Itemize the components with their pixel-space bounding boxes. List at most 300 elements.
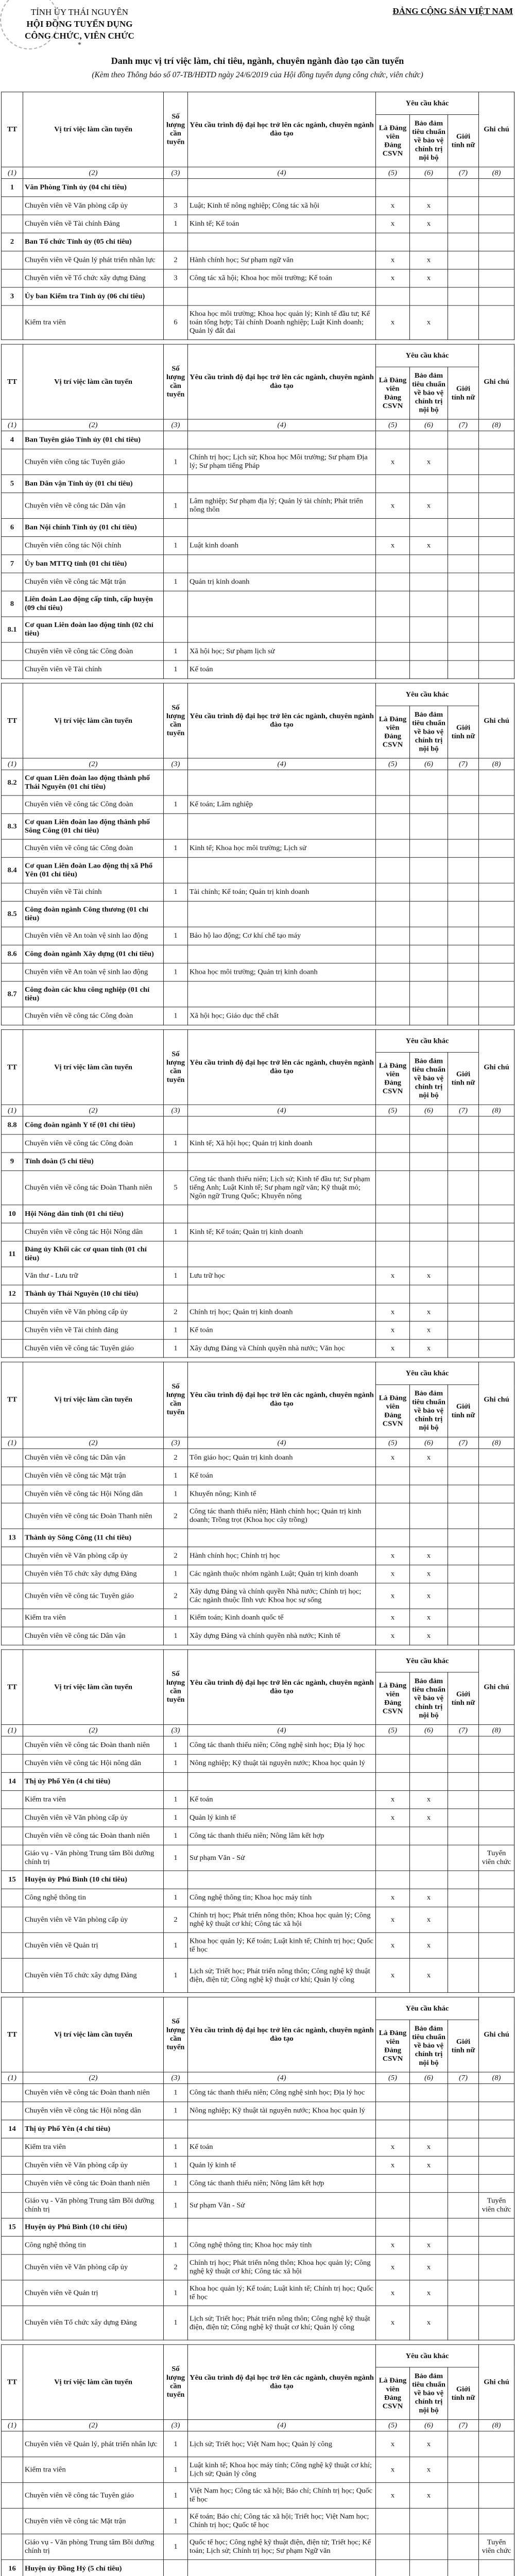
cell-security: x: [410, 1340, 448, 1358]
column-number: (8): [479, 1105, 514, 1116]
cell-female: [448, 1627, 479, 1645]
cell-female: [448, 2534, 479, 2560]
cell-quantity: [164, 1153, 188, 1171]
cell-note: [479, 1791, 514, 1809]
cell-security: x: [410, 1809, 448, 1827]
cell-note: [479, 1007, 514, 1025]
cell-party-member: x: [376, 1321, 410, 1340]
cell-party-member: x: [376, 1340, 410, 1358]
cell-party-member: [376, 1845, 410, 1871]
section-row: [2, 2560, 514, 2576]
cell-party-member: [376, 591, 410, 617]
cell-note: [479, 1907, 514, 1933]
cell-party-member: x: [376, 1449, 410, 1467]
column-number: (4): [188, 167, 376, 178]
col-quantity-header: Số lượng cần tuyển: [164, 1362, 188, 1437]
table-row: [2, 1267, 514, 1285]
cell-requirement: Kế toán: [188, 2138, 376, 2156]
cell-note: [479, 573, 514, 591]
cell-quantity: 1: [164, 1609, 188, 1627]
table-row: [2, 1754, 514, 1772]
cell-requirement: Công tác xã hội; Khoa học môi trường; Kế toán: [188, 269, 376, 287]
col-quantity-header: Số lượng cần tuyển: [164, 683, 188, 758]
cell-position: Chuyên viên Tổ chức xây dựng Đảng: [23, 2306, 164, 2340]
cell-position: Chuyên viên về công tác Công đoàn: [23, 642, 164, 660]
cell-security: [410, 1827, 448, 1845]
cell-tt: [2, 963, 23, 981]
cell-tt: 8.1: [2, 617, 23, 642]
cell-position: Chuyên viên về Tài chính đảng: [23, 1321, 164, 1340]
cell-party-member: [376, 2084, 410, 2102]
col-female-header: Giới tính nữ: [448, 367, 479, 419]
table-row: [2, 1449, 514, 1467]
col-quantity-header: Số lượng cần tuyển: [164, 92, 188, 167]
table-row: [2, 449, 514, 475]
cell-tt: [2, 215, 23, 233]
cell-position: Chuyên viên về công tác Công đoàn: [23, 1007, 164, 1025]
column-number: (5): [376, 2419, 410, 2431]
table-row: [2, 573, 514, 591]
col-security-header: Bảo đảm tiêu chuẩn về bảo vệ chính trị nội bộ: [410, 1053, 448, 1105]
column-number: (1): [2, 2072, 23, 2083]
cell-note: [479, 1958, 514, 1992]
cell-quantity: 2: [164, 1303, 188, 1321]
cell-party-member: x: [376, 1889, 410, 1907]
cell-female: [448, 555, 479, 573]
cell-note: [479, 2084, 514, 2102]
cell-security: x: [410, 493, 448, 519]
table-row: [2, 1303, 514, 1321]
column-number: (5): [376, 2072, 410, 2083]
recruitment-tables: [0, 92, 515, 2576]
cell-quantity: 1: [164, 1627, 188, 1645]
cell-party-member: x: [376, 2483, 410, 2509]
col-position-header: Vị trí việc làm cần tuyển: [23, 1650, 164, 1725]
cell-party-member: [376, 1285, 410, 1303]
cell-quantity: 1: [164, 1007, 188, 1025]
party-name: ĐẢNG CỘNG SẢN VIỆT NAM: [392, 6, 513, 16]
cell-requirement: Sư phạm Văn - Sử: [188, 1845, 376, 1871]
cell-note: [479, 1503, 514, 1529]
cell-note: [479, 1889, 514, 1907]
cell-tt: [2, 1609, 23, 1627]
table-row: [2, 1007, 514, 1025]
column-number: (3): [164, 419, 188, 431]
cell-unit-name: Cơ quan Liên đoàn lao động thành phố Thái Nguyên (01 chỉ tiêu): [23, 770, 164, 795]
header-row: [2, 344, 514, 367]
cell-position: Kiểm tra viên: [23, 2138, 164, 2156]
col-position-header: Vị trí việc làm cần tuyển: [23, 344, 164, 419]
col-position-header: Vị trí việc làm cần tuyển: [23, 2345, 164, 2420]
cell-note: [479, 251, 514, 269]
cell-unit-name: Tỉnh đoàn (5 chỉ tiêu): [23, 1153, 164, 1171]
cell-female: [448, 963, 479, 981]
cell-note: [479, 981, 514, 1007]
cell-quantity: 1: [164, 1485, 188, 1503]
cell-female: [448, 1007, 479, 1025]
cell-party-member: [376, 179, 410, 197]
section-row: [2, 1772, 514, 1790]
cell-quantity: [164, 1116, 188, 1134]
col-quantity-header: Số lượng cần tuyển: [164, 1997, 188, 2072]
column-number: (5): [376, 1105, 410, 1116]
table-row: [2, 1467, 514, 1485]
cell-female: [448, 839, 479, 857]
cell-requirement: Kinh tế; Xã hội học; Quản trị kinh doanh: [188, 1134, 376, 1153]
col-quantity-header: Số lượng cần tuyển: [164, 1030, 188, 1105]
cell-security: [410, 2509, 448, 2534]
cell-security: [410, 839, 448, 857]
cell-note: [479, 927, 514, 945]
cell-position: Chuyên viên về An toàn vệ sinh lao động: [23, 963, 164, 981]
cell-tt: [2, 1321, 23, 1340]
cell-requirement: Khoa học môi trường; Quản trị kinh doanh: [188, 963, 376, 981]
cell-requirement: [188, 591, 376, 617]
cell-note: [479, 269, 514, 287]
cell-tt: 4: [2, 431, 23, 449]
cell-note: [479, 2431, 514, 2457]
cell-female: [448, 1449, 479, 1467]
cell-security: [410, 927, 448, 945]
cell-position: Giáo vụ - Văn phòng Trung tâm Bồi dưỡng chính trị: [23, 2534, 164, 2560]
cell-security: x: [410, 537, 448, 555]
cell-requirement: [188, 2120, 376, 2138]
cell-security: [410, 1171, 448, 1205]
cell-security: x: [410, 1907, 448, 1933]
cell-female: [448, 2280, 479, 2306]
cell-party-member: x: [376, 269, 410, 287]
cell-requirement: [188, 945, 376, 963]
cell-quantity: 1: [164, 1467, 188, 1485]
cell-quantity: 1: [164, 2236, 188, 2255]
cell-position: Chuyên viên về công tác Đoàn Thanh niên: [23, 1503, 164, 1529]
cell-tt: [2, 1267, 23, 1285]
cell-note: [479, 1205, 514, 1223]
cell-female: [448, 981, 479, 1007]
cell-party-member: [376, 2174, 410, 2192]
cell-position: Chuyên viên về công tác Hội Nông dân: [23, 1223, 164, 1241]
cell-tt: 8.4: [2, 857, 23, 883]
cell-party-member: [376, 1827, 410, 1845]
cell-female: [448, 1340, 479, 1358]
cell-position: Chuyên viên về công tác Đoàn thanh niên: [23, 2174, 164, 2192]
table-row: [2, 2236, 514, 2255]
cell-quantity: 1: [164, 1267, 188, 1285]
cell-female: [448, 1907, 479, 1933]
column-number: (6): [410, 419, 448, 431]
cell-requirement: [188, 1871, 376, 1889]
cell-tt: [2, 642, 23, 660]
cell-female: [448, 927, 479, 945]
col-requirement-header: Yêu cầu trình độ đại học trở lên các ngành, chuyên ngành đào tạo: [188, 1362, 376, 1437]
column-number: (6): [410, 1105, 448, 1116]
cell-requirement: Khuyến nông; Kinh tế: [188, 1485, 376, 1503]
cell-party-member: x: [376, 2255, 410, 2280]
cell-quantity: [164, 857, 188, 883]
cell-quantity: 1: [164, 1958, 188, 1992]
cell-tt: [2, 660, 23, 679]
cell-unit-name: Cơ quan Liên đoàn lao động thành phố Sông Công (01 chỉ tiêu): [23, 814, 164, 839]
cell-tt: 8.3: [2, 814, 23, 839]
table-row: [2, 1547, 514, 1565]
section-row: [2, 1241, 514, 1267]
cell-note: Tuyển viên chức: [479, 1845, 514, 1871]
cell-female: [448, 197, 479, 215]
cell-note: [479, 1565, 514, 1583]
cell-tt: [2, 197, 23, 215]
column-number: (3): [164, 758, 188, 770]
cell-party-member: [376, 963, 410, 981]
cell-position: Chuyên viên về Tài chính Đảng: [23, 215, 164, 233]
table-row: [2, 963, 514, 981]
column-number: (8): [479, 2072, 514, 2083]
cell-female: [448, 1116, 479, 1134]
section-row: [2, 233, 514, 251]
cell-position: Chuyên viên về Văn phòng cấp ủy: [23, 1547, 164, 1565]
cell-security: x: [410, 2156, 448, 2174]
cell-position: Chuyên viên về công tác Dân vận: [23, 1627, 164, 1645]
header-row: [2, 1362, 514, 1385]
table-row: [2, 1933, 514, 1958]
cell-female: [448, 1134, 479, 1153]
cell-tt: [2, 251, 23, 269]
table-row: [2, 2509, 514, 2534]
cell-security: [410, 1134, 448, 1153]
cell-security: [410, 642, 448, 660]
cell-female: [448, 1871, 479, 1889]
cell-security: x: [410, 1583, 448, 1609]
cell-note: [479, 1933, 514, 1958]
cell-tt: [2, 2509, 23, 2534]
column-number: (8): [479, 419, 514, 431]
column-number: (4): [188, 758, 376, 770]
cell-security: x: [410, 1933, 448, 1958]
cell-female: [448, 1583, 479, 1609]
cell-unit-name: Văn Phòng Tỉnh ủy (04 chỉ tiêu): [23, 179, 164, 197]
cell-requirement: [188, 1205, 376, 1223]
cell-party-member: x: [376, 306, 410, 340]
cell-party-member: [376, 1241, 410, 1267]
cell-position: Chuyên viên về Văn phòng cấp ủy: [23, 2156, 164, 2174]
cell-position: Chuyên viên về công tác Đoàn thanh niên: [23, 1736, 164, 1754]
col-tt-header: TT: [2, 1997, 23, 2072]
cell-party-member: [376, 2509, 410, 2534]
cell-security: [410, 1205, 448, 1223]
cell-tt: [2, 2255, 23, 2280]
cell-note: [479, 1529, 514, 1547]
organization-block: [25, 6, 134, 49]
cell-security: x: [410, 215, 448, 233]
table-row: [2, 2255, 514, 2280]
cell-quantity: [164, 1241, 188, 1267]
column-number: (7): [448, 419, 479, 431]
cell-tt: 11: [2, 1241, 23, 1267]
column-number: (5): [376, 167, 410, 178]
cell-position: Chuyên viên Tổ chức xây dựng Đảng: [23, 1565, 164, 1583]
col-position-header: Vị trí việc làm cần tuyển: [23, 1030, 164, 1105]
column-number: (2): [23, 419, 164, 431]
cell-quantity: 1: [164, 2280, 188, 2306]
cell-note: [479, 770, 514, 795]
section-row: [2, 617, 514, 642]
cell-female: [448, 2120, 479, 2138]
cell-requirement: [188, 617, 376, 642]
cell-quantity: 1: [164, 2102, 188, 2120]
column-number: (6): [410, 2072, 448, 2083]
cell-position: Chuyên viên về Tài chính: [23, 883, 164, 901]
cell-female: [448, 1754, 479, 1772]
cell-tt: [2, 795, 23, 814]
cell-party-member: x: [376, 1303, 410, 1321]
cell-quantity: [164, 1529, 188, 1547]
cell-position: Kiểm tra viên: [23, 2457, 164, 2483]
cell-quantity: [164, 945, 188, 963]
cell-security: [410, 981, 448, 1007]
cell-party-member: x: [376, 1565, 410, 1583]
table-row: [2, 1845, 514, 1871]
cell-requirement: Quản lý kinh tế: [188, 2156, 376, 2174]
table-row: [2, 1791, 514, 1809]
col-female-header: Giới tính nữ: [448, 2020, 479, 2072]
cell-note: [479, 1467, 514, 1485]
cell-quantity: 1: [164, 1827, 188, 1845]
cell-tt: 7: [2, 555, 23, 573]
cell-security: x: [410, 269, 448, 287]
cell-requirement: Lâm nghiệp; Sư phạm địa lý; Quản lý tài chính; Phát triển nông thôn: [188, 493, 376, 519]
cell-quantity: 1: [164, 449, 188, 475]
cell-requirement: Bảo hộ lao động; Cơ khí chế tạo máy: [188, 927, 376, 945]
col-note-header: Ghi chú: [479, 1650, 514, 1725]
cell-quantity: [164, 1285, 188, 1303]
cell-female: [448, 1303, 479, 1321]
cell-party-member: [376, 795, 410, 814]
cell-tt: [2, 449, 23, 475]
cell-quantity: [164, 770, 188, 795]
cell-female: [448, 1171, 479, 1205]
cell-position: Chuyên viên về công tác Hội Nông dân: [23, 1485, 164, 1503]
cell-requirement: [188, 1116, 376, 1134]
cell-female: [448, 2255, 479, 2280]
header-row: [2, 1650, 514, 1672]
cell-female: [448, 1565, 479, 1583]
cell-requirement: [188, 981, 376, 1007]
cell-unit-name: Huyện ủy Đồng Hỷ (5 chỉ tiêu): [23, 2560, 164, 2576]
column-number: (6): [410, 1437, 448, 1448]
cell-requirement: Kế toán; Báo chí; Công tác xã hội; Triết học; Việt Nam học; Chính trị học; Quốc tế học: [188, 2509, 376, 2534]
cell-party-member: x: [376, 1627, 410, 1645]
cell-note: [479, 179, 514, 197]
table-row: [2, 1223, 514, 1241]
cell-quantity: 1: [164, 1791, 188, 1809]
section-row: [2, 814, 514, 839]
cell-female: [448, 1529, 479, 1547]
cell-party-member: [376, 1871, 410, 1889]
cell-note: [479, 901, 514, 927]
cell-position: Chuyên viên công tác Nội chính: [23, 537, 164, 555]
cell-security: [410, 1845, 448, 1871]
column-number-row: [2, 758, 514, 770]
cell-tt: [2, 1907, 23, 1933]
section-row: [2, 770, 514, 795]
cell-tt: 8.7: [2, 981, 23, 1007]
cell-quantity: 1: [164, 1340, 188, 1358]
cell-position: Chuyên viên về công tác Đoàn thanh niên: [23, 1827, 164, 1845]
col-security-header: Bảo đảm tiêu chuẩn về bảo vệ chính trị nội bộ: [410, 367, 448, 419]
cell-requirement: Chính trị học; Phát triển nông thôn; Khoa học quản lý; Công nghệ kỹ thuật cơ khí; Công tác xã hội: [188, 2255, 376, 2280]
cell-security: [410, 179, 448, 197]
cell-party-member: x: [376, 2280, 410, 2306]
cell-female: [448, 2431, 479, 2457]
section-row: [2, 431, 514, 449]
cell-security: [410, 287, 448, 306]
column-number: (6): [410, 758, 448, 770]
cell-note: [479, 1267, 514, 1285]
section-row: [2, 1116, 514, 1134]
cell-party-member: [376, 1485, 410, 1503]
cell-quantity: 1: [164, 1565, 188, 1583]
cell-quantity: [164, 2218, 188, 2236]
cell-tt: 1: [2, 179, 23, 197]
cell-party-member: [376, 573, 410, 591]
cell-position: Chuyên viên về Quản lý phát triển nhân lực: [23, 251, 164, 269]
cell-female: [448, 1321, 479, 1340]
cell-security: [410, 1467, 448, 1485]
cell-tt: [2, 1503, 23, 1529]
col-party-member-header: Là Đảng viên Đảng CSVN: [376, 1053, 410, 1105]
cell-tt: [2, 1223, 23, 1241]
cell-note: [479, 1303, 514, 1321]
section-row: [2, 591, 514, 617]
cell-party-member: [376, 857, 410, 883]
col-female-header: Giới tính nữ: [448, 1672, 479, 1725]
cell-female: [448, 537, 479, 555]
col-note-header: Ghi chú: [479, 1362, 514, 1437]
cell-unit-name: Công đoàn ngành Xây dựng (01 chỉ tiêu): [23, 945, 164, 963]
column-number: (7): [448, 1105, 479, 1116]
cell-quantity: [164, 474, 188, 493]
cell-requirement: Kế toán: [188, 660, 376, 679]
cell-requirement: Khoa học môi trường; Khoa học quản lý; Kinh tế đầu tư; Kế toán tổng hợp; Tài chính Doanh nghiệp; Luật Kinh doanh; Quản lý đất đai: [188, 306, 376, 340]
cell-tt: [2, 2084, 23, 2102]
cell-tt: 9: [2, 1153, 23, 1171]
cell-female: [448, 1958, 479, 1992]
cell-position: Chuyên viên về Quản lý, phát triển nhân lực: [23, 2431, 164, 2457]
org-line-2: HỘI ĐỒNG TUYỂN DỤNG: [26, 19, 133, 29]
cell-note: [479, 814, 514, 839]
table-row: [2, 1889, 514, 1907]
cell-female: [448, 2218, 479, 2236]
cell-requirement: [188, 1529, 376, 1547]
cell-note: [479, 2218, 514, 2236]
cell-party-member: [376, 770, 410, 795]
cell-security: [410, 2534, 448, 2560]
cell-tt: [2, 1303, 23, 1321]
col-security-header: Bảo đảm tiêu chuẩn về bảo vệ chính trị nội bộ: [410, 2020, 448, 2072]
cell-requirement: [188, 287, 376, 306]
col-female-header: Giới tính nữ: [448, 1385, 479, 1437]
cell-position: Giáo vụ - Văn phòng Trung tâm Bồi dưỡng chính trị: [23, 1845, 164, 1871]
cell-tt: [2, 2156, 23, 2174]
cell-security: [410, 1285, 448, 1303]
cell-requirement: [188, 2560, 376, 2576]
cell-party-member: x: [376, 493, 410, 519]
cell-position: Chuyên viên về công tác Công đoàn: [23, 795, 164, 814]
cell-requirement: Các ngành thuộc nhóm ngành Luật; Quản trị kinh doanh: [188, 1565, 376, 1583]
table-row: [2, 2193, 514, 2218]
cell-female: [448, 2138, 479, 2156]
column-number: (7): [448, 2419, 479, 2431]
cell-note: [479, 1153, 514, 1171]
